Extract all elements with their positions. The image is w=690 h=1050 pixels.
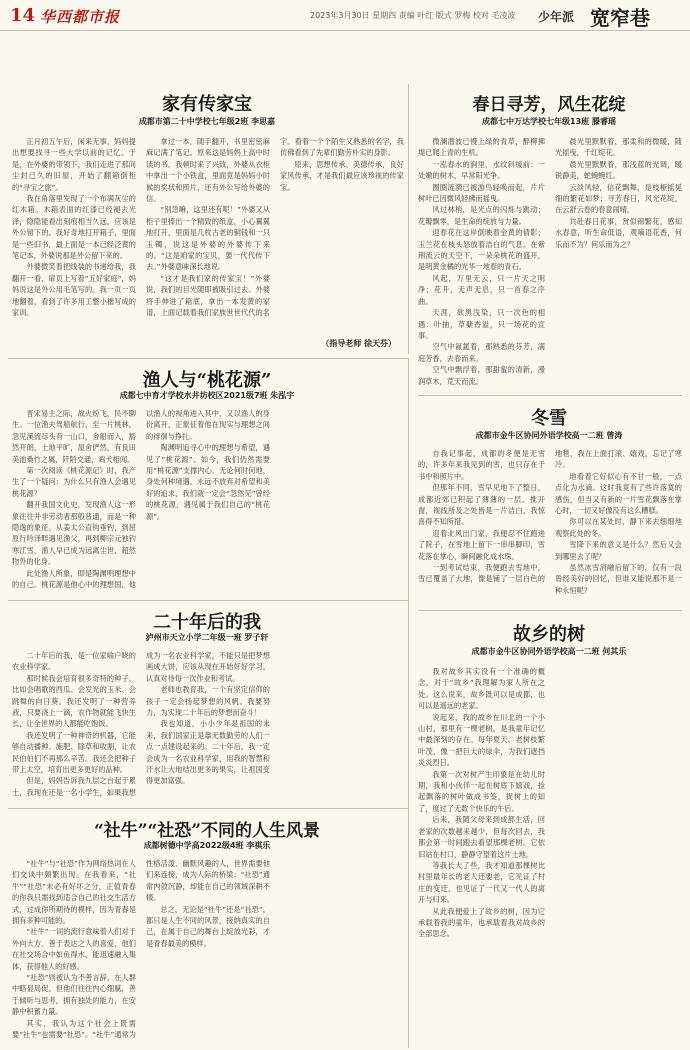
paragraph: 空气中飘浮着，那甜蜜的清新，漫润草木，荒天而流。 <box>418 365 545 386</box>
article-author: 成都市金牛区协同外语学校高一二班 何其乐 <box>471 647 627 656</box>
paragraph: 天涯，欲黑浅染，只一次色的相遇：叶抽，草蘖香溢，只一场花的宣事。 <box>418 308 545 340</box>
paragraph: 我第一次对树产生印象是在幼儿时期，我和小伙伴一起在树底下嬉戏，捡起飘落的树叶做成书签，捉树上的知了，度过了无数个快乐的午后。 <box>418 769 545 813</box>
divider-horizontal-1 <box>8 358 408 359</box>
paragraph: 我对故乡其实没有一个准确的概念，对于“故乡”我理解为家人所在之处。这么说来，故乡既可以是成都，也可以是遥远的老家。 <box>418 667 545 711</box>
section-name: 少年派 <box>538 10 575 24</box>
article-yuren <box>8 360 406 598</box>
paragraph: 我在角落里发现了一个布满灰尘的红木箱。木箱表面的红漆已经褪去光泽，隐隐能看出刻痕相当久远，应该是外公留下的。我好奇地打开箱子，里面是一些旧书，最上面是一本已经泛黄的笔记本，外婆说那是外公留下来的。 <box>12 194 136 261</box>
teacher-credit: （指导老师 徐天芬） <box>321 339 396 348</box>
article-author: 成都树德中学高2022级4班 李祺乐 <box>143 841 271 850</box>
article-body <box>12 136 404 332</box>
paragraph: 圈圈涟漪已被游鸟轻唤而起，片片树叶已因微风轻拂而摇曳。 <box>418 182 545 204</box>
divider-mid-vertical <box>408 358 409 1048</box>
article-title: 春日寻芳，风生花绽 <box>472 95 626 115</box>
paragraph: 空气中氤氲着，那熟悉的芬芳，满庭芳香，去春而来。 <box>418 342 545 363</box>
article-body <box>12 858 404 1042</box>
paragraph: 我还发明了一种神奇的机器，它能够自动播种、施肥、除草和收割，让农民伯伯们不再那么辛苦。我还会把种子带上太空，培育出更多更好的品种。 <box>12 730 136 775</box>
paragraph: 风过林梢，是光点的闪烁与跳动；花瓣飘零，是生命的绽放与力量。 <box>418 205 545 226</box>
article-author: 泸州市天立小学二年级一班 罗子轩 <box>145 633 269 642</box>
paragraph: 那时候我会培育很多奇特的种子，比如会唱歌的西瓜、会发光的玉米、会跳舞的向日葵。我还发明了一种营养液，只要浇上一滴，农作物就能飞快生长，让全世界的人都能吃饱饭。 <box>12 673 136 729</box>
paragraph: “社牛”一词的流行意味着人们对于外向大方、善于表达之人的喜爱，他们在社交场合中如鱼得水，能迅速融入集体，获得他人的好感。 <box>12 927 136 971</box>
header-meta: 2023年3月30日 星期四 责编 叶红 版式 罗梅 校对 毛凌波 <box>310 11 516 20</box>
paragraph: 雪降下来的意义是什么？然后又会到哪里去了呢？ <box>555 540 682 561</box>
article-title: 渔人与“桃花源” <box>142 370 272 391</box>
paragraph: 晋宋易主之际，战火纷飞，民不聊生。一位渔夫驾船航行，至一片桃林，忽见溪流尽头有一山口，舍船而入，豁然开朗，土地平旷，屋舍俨然，有良田美池桑竹之属，阡陌交通，鸡犬相闻。 <box>12 409 136 464</box>
paragraph: 原来，思想传承、美德传承，良好家风传承，才是我们最应该珍视的传家宝。 <box>280 159 404 192</box>
paragraph: 总之，无论是“社牛”还是“社恐”，都只是人生不同的风景，接纳真实的自己，在属于自己的舞台上绽放光彩，才是青春最美的模样。 <box>146 904 270 948</box>
paragraph: 外婆微笑着把线装的书递给我，我翻开一看，扉页上写着“五好家庭”，妈妈说这是外公用毛笔写的。我一页一页地翻着，看到了许多用工整小楷写成的家训。 <box>12 262 136 318</box>
article-author: 成都市第二十中学校七年级2班 李思嘉 <box>138 117 276 126</box>
paragraph: 但那年不同，雪早见地下了整日，成都近郊已积起了薄薄的一层。推开窗，视线所及之处皆是一片洁白，我惊喜得不知所措。 <box>418 483 545 527</box>
article-body <box>418 448 682 604</box>
article-guxiang <box>412 612 686 1046</box>
paragraph: “社恐”则被认为不善言辞，在人群中略显局促。但他们往往内心细腻，善于倾听与思考，拥有独处的能力，在安静中积蓄力量。 <box>12 973 136 1017</box>
paragraph: 等我长大了些，我才知道那棵树比村里最年长的老人还要老，它见证了村庄的变迁，也见证了一代又一代人的离开与归来。 <box>418 860 545 905</box>
article-author: 成都市金牛区协同外语学校高一二班 曾涛 <box>475 431 623 440</box>
paragraph: 迎着北风出门家，我便忍不住跑进了院子，在雪地上留下一串串脚印，雪花落在掌心，瞬间融化成水珠。 <box>418 528 545 561</box>
article-author: 成都七中育才学校水井坊校区2021级7班 朱泓宇 <box>119 391 295 400</box>
article-title: 冬雪 <box>531 408 567 429</box>
article-title: 二十年后的我 <box>153 612 261 633</box>
page-header <box>0 0 690 31</box>
divider-horizontal-2 <box>8 600 408 601</box>
divider-right-2 <box>418 610 682 611</box>
paragraph: “这才是我们家的传家宝！”外婆说，我们的目光随即被吸引过去。外婆将手伸进了箱底，拿出一本发黄的家谱，上面记载着我们家族世世代代的名字。看着一个个陌生又熟悉的名字，我仿佛看到了先辈们勤劳朴实的身影。 <box>146 137 404 318</box>
paragraph: 此处渔人所象，即是陶渊明理想中的自己。桃花源是他心中的理想国，他以渔人的视角进入其中，又以渔人的身份离开，正象征着他在现实与理想之间的徘徊与挣扎。 <box>12 409 270 590</box>
paragraph: “社牛”与“社恐”作为网络热词在人们交谈中频繁出现。在我看来，“社牛”“社恐”未必有好坏之分，正值青春的你我只需找到适合自己的社交生活方式，过成你所期待的模样，因为青春是拥有多种可能的。 <box>12 859 136 926</box>
paragraph: 虽然冰雪消融后留下的，仅有一段曾经美好的回忆，但谁又能说那不是一种永恒呢？ <box>555 563 682 595</box>
paragraph: 翻开我国文化史，发现渔人这一形象往往并非劳动者那般普通，而是一种隐逸的象征。从姜太公直钩垂钓，到屈原行吟泽畔遇见渔父，再到柳宗元独钓寒江雪，渔人早已成为远离尘世、超然物外的化身。 <box>12 500 136 567</box>
article-title: 家有传家宝 <box>162 94 252 115</box>
divider-top-vertical <box>408 84 409 354</box>
article-chunri <box>412 84 686 392</box>
article-body <box>12 650 404 804</box>
paragraph: 风起，万里无云，只一片天之明净；花开，无声无息，只一首春之序曲。 <box>418 273 545 306</box>
paragraph: 其实，我认为这个社会上既需要“社牛”也需要“社恐”。“社牛”通常为性格活泼、幽默风趣的人，世界需要他们来连接，成为人际的桥梁；“社恐”通常内敛沉静，却能在自己的领域深耕不辍。 <box>12 859 270 1040</box>
paragraph: 一泓春水的涧里，水纹斜缓前：一处嫩的树木，早常阳光争。 <box>418 159 545 181</box>
paragraph: 迎春花在这岸倒映着金黄的倩影；玉兰花在枝头怒放着洁白的气息。在紫荆流云的天空下，一朵朵桃花的盛开，是明黄金橘的光华一地春的青石。 <box>418 228 545 272</box>
paragraph: “别急嘛，这里还有呢！”外婆又从柜子里捧出一个精致的纸盒，小心翼翼地打开，里面是几枚古老的铜钱和一只玉镯，说这是外婆的外婆传下来的。“这是咱家的宝贝，要一代代传下去。”外婆意味深长地说。 <box>146 205 270 272</box>
paragraph: 说起来，我的故乡在川北的一个小山村，那里有一棵老树，是我童年记忆中最深刻的存在。每年夏天，老树枝繁叶茂，像一把巨大的绿伞，为我们遮挡炎炎烈日。 <box>418 712 545 768</box>
divider-right-1 <box>418 395 682 396</box>
article-title: 故乡的树 <box>513 624 585 645</box>
paragraph: 老师也教育我，一个有坚定信仰的孩子一定会扬起梦想的风帆。我要努力，为实现二十年后的梦想而奋斗！ <box>146 685 270 718</box>
paragraph: 但是，妈妈告诉我九层之台起于累土，我现在还是一名小学生，如果我想成为一名农业科学家，不能只是把梦想画成大饼，应该从现在开始好好学习，认真对待每一次作业和考试。 <box>12 651 270 797</box>
paragraph: 微澜潜波已慢上绿的青草，醉柳拂堤已爬上青的生机。 <box>418 137 545 158</box>
paragraph: 共赴春日花事，赏似锦繁花，感知水春意，听生命低语，观嘀语花香，何乐而不为？何乐而为之？ <box>555 216 682 249</box>
paragraph: 陶渊明追寻心中的理想与希望，遇见了“桃花源”。如今，我们仍然需要用“桃花源”支撑内心，无论何时何地，身处何种境遇，永远不放弃对希望和美好的追求，我们就一定会“忽然见”曾经的桃花源，遇见属于我们自己的“桃花源”。 <box>146 443 270 521</box>
paragraph: 自我记事起，成都的冬便是无雪的，许多年来我见到的雪，也只存在于书中和照片中。 <box>418 449 545 481</box>
paragraph: 晨光里默默着，那浅蓝的光调，暖锐静美，蛇蜿蜿红。 <box>555 159 682 181</box>
paragraph: 从此我便爱上了故乡的树，因为它承载着我的童年，也承载着我对故乡的全部思念。 <box>418 906 545 939</box>
paragraph: 第一次阅读《桃花源记》时，我产生了一个疑问：为什么只有渔人会遇见桃花源？ <box>12 466 136 498</box>
article-dongxue <box>412 398 686 608</box>
paragraph: 正月初五午后，闲来无事，妈妈提出想要找寻一些大学以前的记忆。于是，在外婆的带领下，我们走进了那间尘封已久的旧屋，开始了翻箱倒柜的“寻宝之旅”。 <box>12 137 136 192</box>
column-name: 宽窄巷 <box>590 6 650 30</box>
paragraph: 二十年后的我，是一位家喻户晓的农业科学家。 <box>12 651 136 672</box>
paragraph: 我也知道，小小少年是祖国的未来，我们国家正是靠无数勤劳的人们一点一点建设起来的。二十年后，我一定会成为一名农业科学家，用我的智慧和汗水让大地结出更多的果实，让祖国变得更加富强。 <box>146 719 270 786</box>
paragraph: 一到考试结束，我便跑去雪地中，雪已覆盖了大地，像是铺了一层白色的地毯，我在上面打滚、嬉戏，忘记了寒冷。 <box>418 449 682 584</box>
article-jiayou <box>8 84 406 356</box>
article-body <box>418 666 682 1042</box>
divider-horizontal-3 <box>8 808 408 809</box>
paragraph: 后来，我随父母来到成都生活，回老家的次数越来越少，但每次回去，我都会第一时间跑去看望那棵老树。它依旧站在村口，静静守望着这片土地。 <box>418 815 545 859</box>
article-sheniu <box>8 810 406 1046</box>
paragraph: 拿过一本，随手翻开，书里密密麻麻记满了笔记。原来这是妈妈上高中时读的书。我顿时来了兴致，外婆从衣柜中拿出一个小铁盒，里面竟是妈妈小时候的奖状和照片，还有外公写给外婆的信。 <box>146 137 270 204</box>
page-number: 14 <box>10 5 36 26</box>
paragraph: 你可以在某处时，静下来去细细地观察此处的冬。 <box>555 517 682 538</box>
newspaper-logo: 华西都市报 <box>40 8 121 26</box>
article-ershinian <box>8 602 406 806</box>
paragraph: 云淡风轻，信花飘舞，是枝桠摇晃细的繁花如梦；寻芳春日，风光花绽，在云舒云卷的春意闹晴。 <box>555 182 682 215</box>
article-author: 成都七中万达学校七年级13班 滕睿瑶 <box>482 117 616 126</box>
article-body <box>418 136 682 388</box>
paragraph: 晨光里默默着，那柔和的微暖，随光摇曳，千红绽花。 <box>555 137 682 158</box>
article-title: “社牛”“社恐”不同的人生风景 <box>93 821 321 841</box>
paragraph: 地看着它好似心有不甘一般，一点点化为水滴。这时我竟有了些许落寞的感伤，但当又有新的一片雪花飘落在掌心时，一切又好像没有这么糟糕。 <box>555 471 682 516</box>
article-body <box>12 408 404 594</box>
